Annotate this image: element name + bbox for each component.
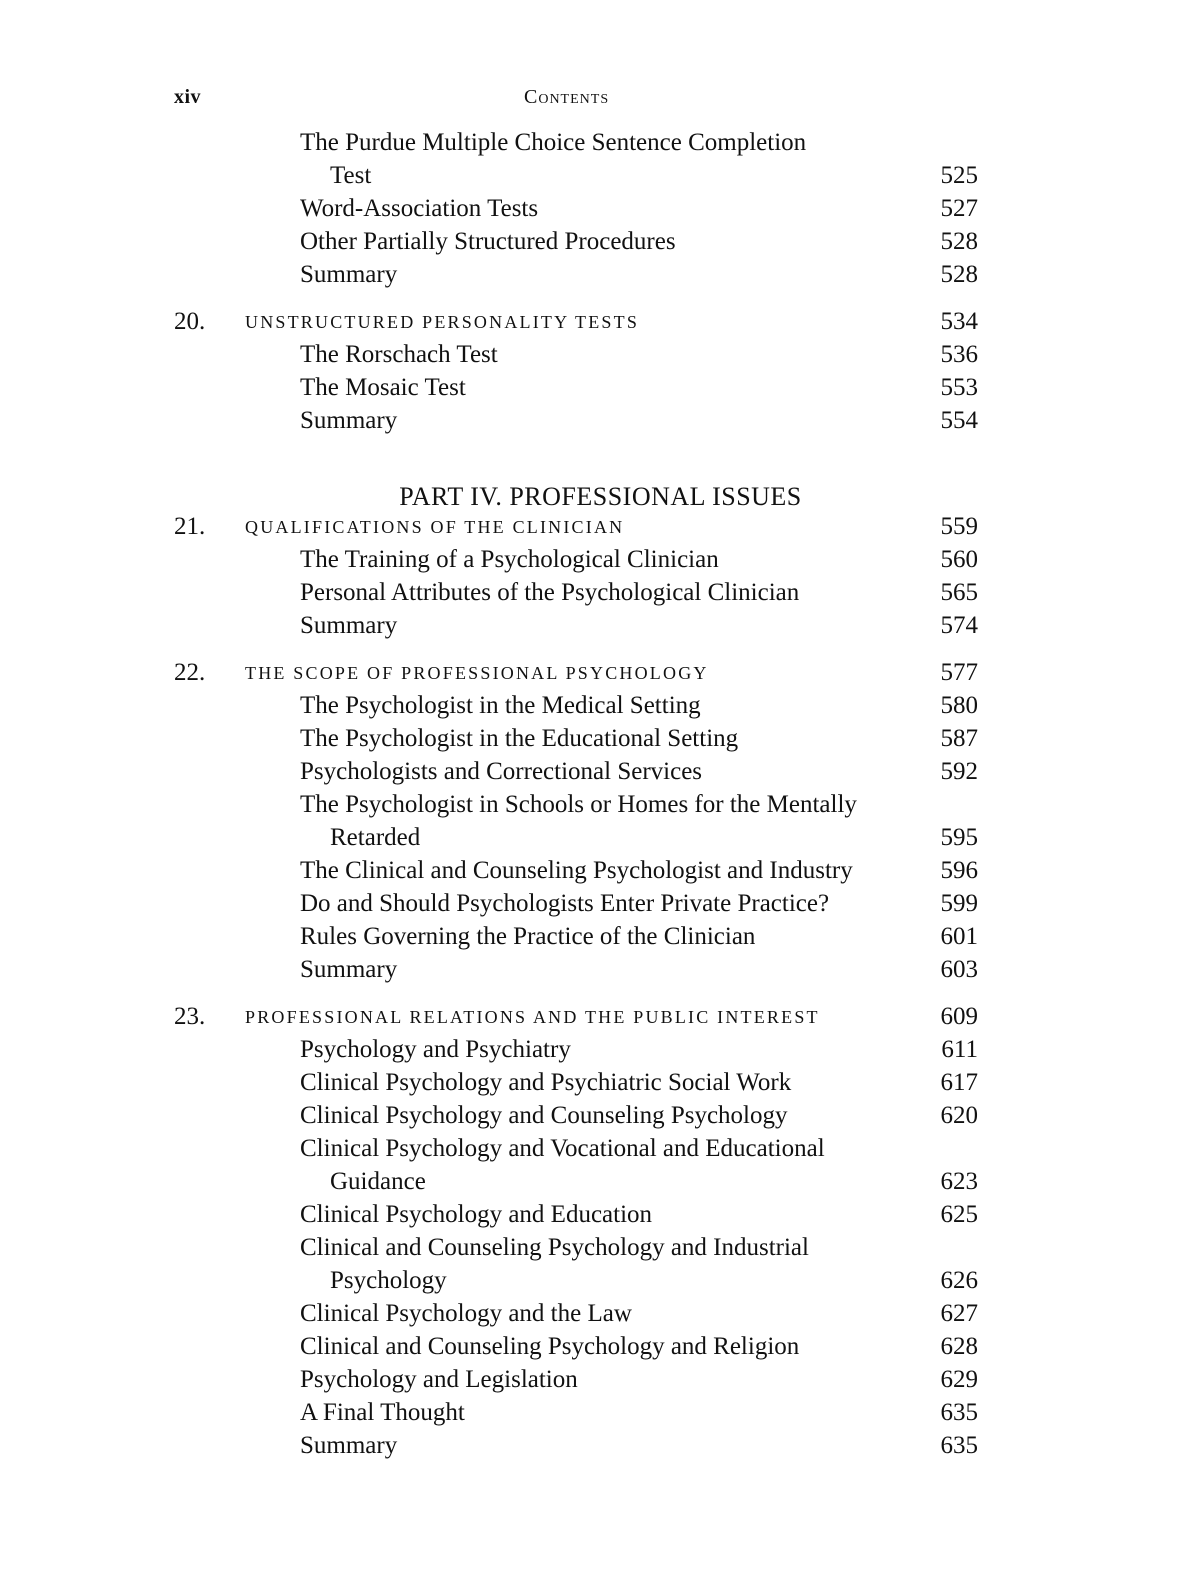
toc-entry-title: Summary [300, 407, 398, 434]
toc-page-number: 527 [940, 195, 978, 222]
toc-entry-title: Clinical and Counseling Psychology and Industrial [300, 1234, 809, 1261]
toc-entry-title: Summary [300, 261, 398, 288]
toc-entry [0, 126, 1191, 160]
toc-page-number: 617 [940, 1069, 978, 1096]
toc-entry [0, 1066, 1191, 1100]
toc-page-number: 611 [941, 1036, 978, 1063]
toc-entry [0, 689, 1191, 723]
toc-entry-title: Clinical Psychology and Education [300, 1201, 653, 1228]
toc-entry [0, 953, 1191, 987]
toc-entry-title: Psychology and Psychiatry [300, 1036, 571, 1063]
toc-entry-title: Rules Governing the Practice of the Clinician [300, 923, 756, 950]
toc-entry [0, 1396, 1191, 1430]
toc-page-number: 553 [940, 374, 978, 401]
toc-entry-title: Personal Attributes of the Psychological Clinician [300, 579, 800, 606]
toc-entry [0, 404, 1191, 438]
toc-page-number: 587 [940, 725, 978, 752]
toc-entry [0, 920, 1191, 954]
chapter-heading [0, 656, 1191, 690]
toc-entry-title: Summary [300, 1432, 398, 1459]
toc-entry [0, 788, 1191, 822]
toc-entry-title: The Psychologist in the Medical Setting [300, 692, 701, 719]
toc-page-number: 628 [940, 1333, 978, 1360]
toc-entry [0, 1099, 1191, 1133]
toc-entry [0, 1429, 1191, 1463]
chapter-title: THE SCOPE OF PROFESSIONAL PSYCHOLOGY [245, 663, 709, 683]
toc-page-number: 627 [940, 1300, 978, 1327]
part-heading: PART IV. PROFESSIONAL ISSUES [399, 482, 802, 511]
toc-entry [0, 1231, 1191, 1265]
toc-entry-title: Clinical Psychology and the Law [300, 1300, 632, 1327]
chapter-title: QUALIFICATIONS OF THE CLINICIAN [245, 517, 625, 537]
toc-entry-title: Psychology and Legislation [300, 1366, 578, 1393]
chapter-title: PROFESSIONAL RELATIONS AND THE PUBLIC INTEREST [245, 1007, 820, 1027]
toc-page-number: 528 [940, 228, 978, 255]
toc-entry-title: Clinical Psychology and Counseling Psychology [300, 1102, 788, 1129]
toc-entry-title: Psychologists and Correctional Services [300, 758, 703, 785]
toc-page-number: 625 [940, 1201, 978, 1228]
toc-entry-title: The Rorschach Test [300, 341, 498, 368]
toc-page-number: 595 [940, 824, 978, 851]
toc-entry-title: The Purdue Multiple Choice Sentence Completion [300, 129, 807, 156]
toc-entry [0, 225, 1191, 259]
toc-page-number: 620 [940, 1102, 978, 1129]
toc-entry [0, 722, 1191, 756]
toc-entry-title: Summary [300, 956, 398, 983]
toc-page-number: 623 [940, 1168, 978, 1195]
toc-page-number: 609 [940, 1003, 978, 1030]
toc-entry [0, 258, 1191, 292]
toc-entry-title: Do and Should Psychologists Enter Private Practice? [300, 890, 830, 917]
toc-entry-title-continued: Retarded [330, 824, 421, 851]
toc-page-number: 534 [940, 308, 978, 335]
toc-page-number: 629 [940, 1366, 978, 1393]
toc-entry-title: The Psychologist in the Educational Setting [300, 725, 739, 752]
toc-entry [0, 192, 1191, 226]
toc-entry-title-continued: Psychology [330, 1267, 447, 1294]
toc-entry-title: Clinical Psychology and Psychiatric Social Work [300, 1069, 792, 1096]
toc-page-number: 525 [940, 162, 978, 189]
chapter-number: 21. [174, 513, 206, 540]
chapter-heading [0, 305, 1191, 339]
toc-entry [0, 576, 1191, 610]
toc-entry-title-continued: Guidance [330, 1168, 426, 1195]
toc-entry [0, 609, 1191, 643]
toc-entry-title: A Final Thought [300, 1399, 465, 1426]
toc-entry [0, 854, 1191, 888]
toc-entry [0, 371, 1191, 405]
toc-entry [0, 887, 1191, 921]
toc-page-number: 596 [940, 857, 978, 884]
toc-page-number: 603 [940, 956, 978, 983]
toc-entry [0, 1033, 1191, 1067]
toc-entry [0, 338, 1191, 372]
toc-page-number: 626 [940, 1267, 978, 1294]
toc-entry [0, 543, 1191, 577]
toc-page-number: 592 [940, 758, 978, 785]
toc-page-number: 554 [940, 407, 978, 434]
toc-entry-title: Word-Association Tests [300, 195, 539, 222]
toc-page-number: 635 [940, 1399, 978, 1426]
toc-page-number: 635 [940, 1432, 978, 1459]
toc-page-number: 560 [940, 546, 978, 573]
toc-page-number: 577 [940, 659, 978, 686]
toc-entry-title: Summary [300, 612, 398, 639]
toc-entry [0, 1132, 1191, 1166]
page-number: xiv [174, 86, 202, 108]
toc-page-number: 565 [940, 579, 978, 606]
chapter-heading [0, 510, 1191, 544]
toc-entry-continuation [0, 1264, 1191, 1298]
toc-page-number: 580 [940, 692, 978, 719]
toc-page-number: 574 [940, 612, 978, 639]
page-header [0, 84, 1191, 114]
chapter-heading [0, 1000, 1191, 1034]
toc-page-number: 528 [940, 261, 978, 288]
toc-entry-continuation [0, 159, 1191, 193]
toc-page-number: 601 [940, 923, 978, 950]
chapter-number: 22. [174, 659, 206, 686]
toc-page-number: 559 [940, 513, 978, 540]
chapter-title: UNSTRUCTURED PERSONALITY TESTS [245, 312, 640, 332]
toc-entry-title: The Mosaic Test [300, 374, 466, 401]
chapter-number: 20. [174, 308, 206, 335]
running-head: Contents [524, 86, 610, 108]
toc-entry [0, 1198, 1191, 1232]
toc-entry [0, 755, 1191, 789]
toc-entry-title: The Clinical and Counseling Psychologist and Industry [300, 857, 853, 884]
toc-entry-continuation [0, 821, 1191, 855]
toc-entry [0, 1330, 1191, 1364]
toc-entry [0, 1363, 1191, 1397]
toc-entry-title-continued: Test [330, 162, 372, 189]
chapter-number: 23. [174, 1003, 206, 1030]
toc-entry-title: Other Partially Structured Procedures [300, 228, 676, 255]
toc-entry-continuation [0, 1165, 1191, 1199]
toc-entry-title: Clinical and Counseling Psychology and Religion [300, 1333, 800, 1360]
toc-page-number: 599 [940, 890, 978, 917]
toc-entry-title: The Psychologist in Schools or Homes for the Mentally [300, 791, 857, 818]
toc-page-number: 536 [940, 341, 978, 368]
toc-entry-title: Clinical Psychology and Vocational and Educational [300, 1135, 825, 1162]
toc-entry-title: The Training of a Psychological Clinician [300, 546, 719, 573]
toc-entry [0, 1297, 1191, 1331]
